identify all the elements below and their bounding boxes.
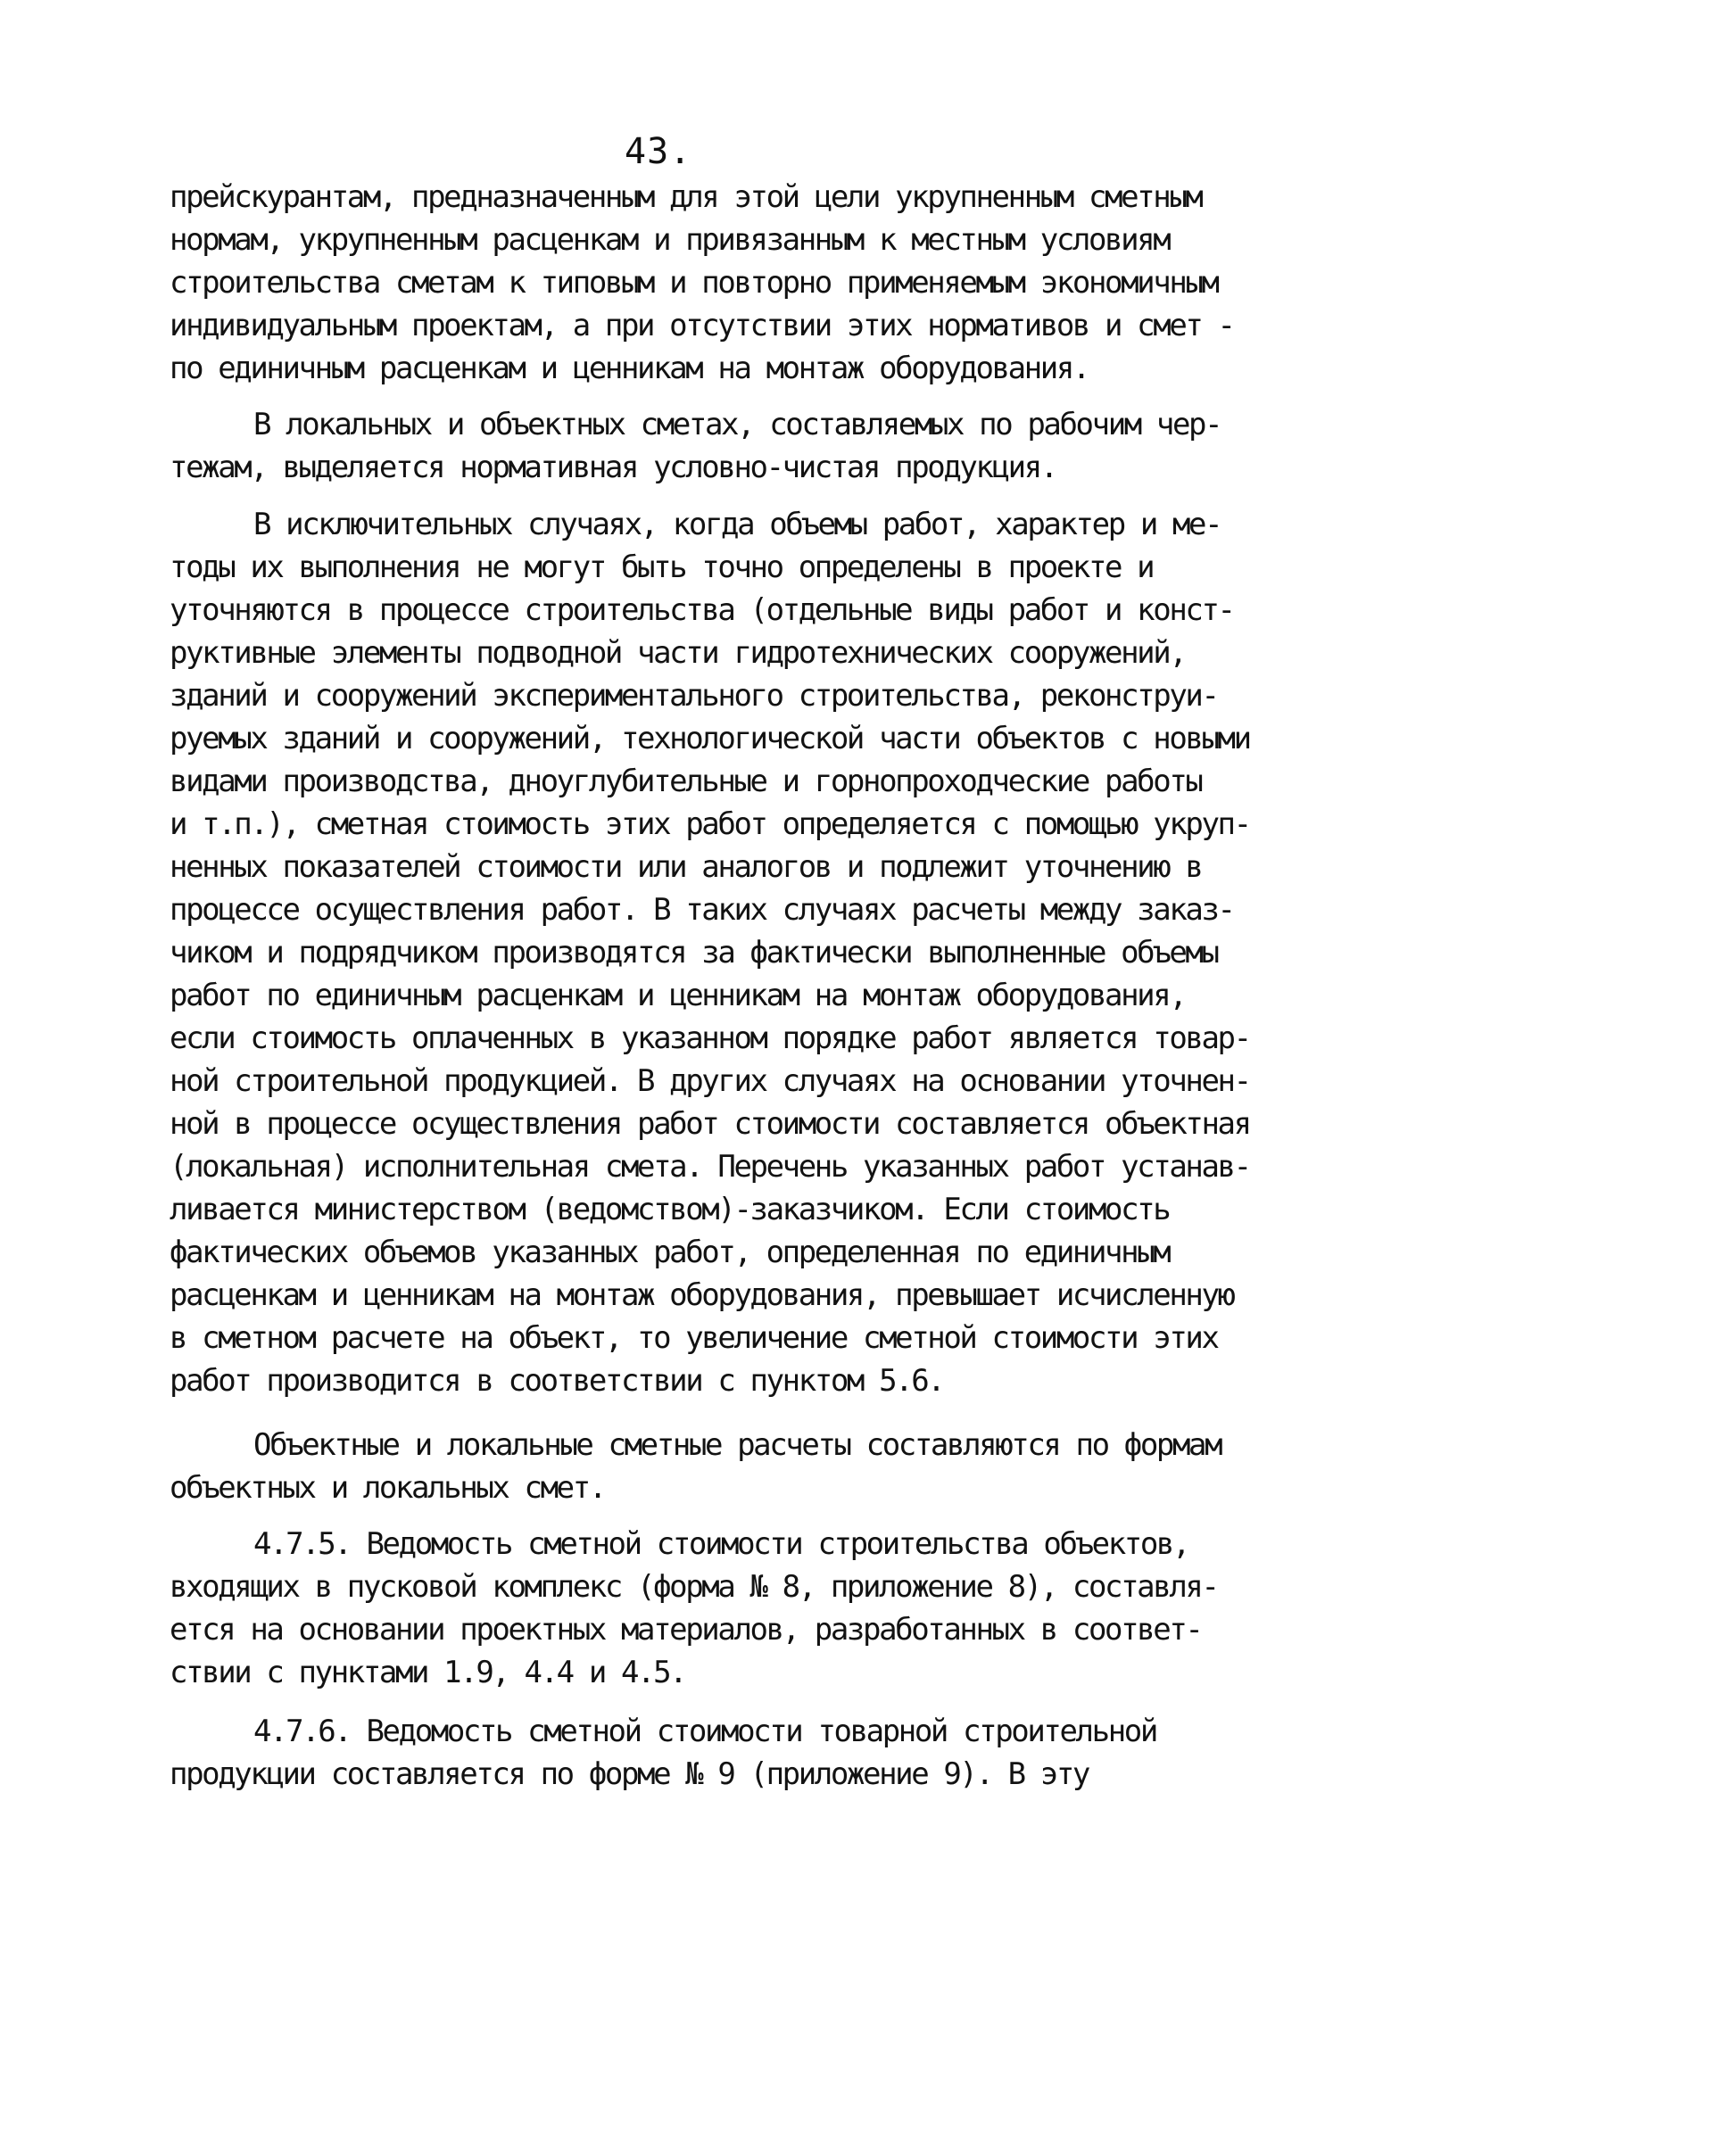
- text-line: Объектные и локальные сметные расчеты составляются по формам: [253, 1427, 1221, 1463]
- text-line: ется на основании проектных материалов, разработанных в соответ-: [170, 1612, 1202, 1648]
- text-line: ной в процессе осуществления работ стоимости составляется объектная: [170, 1106, 1250, 1142]
- text-line: ствии с пунктами 1.9, 4.4 и 4.5.: [170, 1655, 686, 1690]
- text-line: В исключительных случаях, когда объемы работ, характер и ме-: [253, 507, 1221, 542]
- page-number: 43.: [625, 131, 692, 172]
- text-line: ной строительной продукцией. В других случаях на основании уточнен-: [170, 1063, 1250, 1099]
- text-line: фактических объемов указанных работ, определенная по единичным: [170, 1235, 1170, 1270]
- paragraph-local-estimates: [170, 403, 1356, 489]
- text-line: (локальная) исполнительная смета. Перечень указанных работ устанав-: [170, 1149, 1250, 1185]
- text-line: индивидуальным проектам, а при отсутствии этих нормативов и смет -: [170, 308, 1234, 343]
- text-line: ненных показателей стоимости или аналогов и подлежит уточнению в: [170, 849, 1202, 885]
- text-line: руемых зданий и сооружений, технологической части объектов с новыми: [170, 721, 1250, 756]
- text-line: в сметном расчете на объект, то увеличение сметной стоимости этих: [170, 1320, 1218, 1356]
- paragraph-object-estimates: [170, 1424, 1356, 1509]
- paragraph-section-4-7-5: [170, 1523, 1356, 1694]
- text-line: процессе осуществления работ. В таких случаях расчеты между заказ-: [170, 892, 1234, 928]
- text-line: строительства сметам к типовым и повторно применяемым экономичным: [170, 265, 1218, 301]
- text-line: и т.п.), сметная стоимость этих работ определяется с помощью укруп-: [170, 806, 1250, 842]
- text-line: чиком и подрядчиком производятся за фактически выполненные объемы: [170, 935, 1218, 971]
- text-line: прейскурантам, предназначенным для этой цели укрупненным сметным: [170, 179, 1202, 215]
- paragraph-exceptional-cases: [170, 503, 1356, 1402]
- text-line: тежам, выделяется нормативная условно-чистая продукция.: [170, 450, 1056, 485]
- text-line: 4.7.6. Ведомость сметной стоимости товарной строительной: [253, 1714, 1156, 1749]
- text-line: если стоимость оплаченных в указанном порядке работ является товар-: [170, 1020, 1250, 1056]
- text-line: 4.7.5. Ведомость сметной стоимости строительства объектов,: [253, 1526, 1189, 1562]
- text-line: по единичным расценкам и ценникам на монтаж оборудования.: [170, 351, 1089, 386]
- text-line: продукции составляется по форме № 9 (приложение 9). В эту: [170, 1756, 1089, 1792]
- text-line: ливается министерством (ведомством)-заказчиком. Если стоимость: [170, 1192, 1170, 1227]
- text-line: уточняются в процессе строительства (отдельные виды работ и конст-: [170, 592, 1234, 628]
- text-line: тоды их выполнения не могут быть точно определены в проекте и: [170, 549, 1154, 585]
- text-line: входящих в пусковой комплекс (форма № 8, приложение 8), составля-: [170, 1569, 1218, 1605]
- text-line: работ производится в соответствии с пунктом 5.6.: [170, 1363, 944, 1399]
- text-line: видами производства, дноуглубительные и горнопроходческие работы: [170, 764, 1202, 799]
- text-line: зданий и сооружений экспериментального строительства, реконструи-: [170, 678, 1218, 714]
- paragraph-section-4-7-6: [170, 1710, 1356, 1796]
- paragraph-estimate-norms: [170, 176, 1356, 390]
- text-line: работ по единичным расценкам и ценникам на монтаж оборудования,: [170, 978, 1186, 1013]
- text-line: В локальных и объектных сметах, составляемых по рабочим чер-: [253, 407, 1221, 442]
- text-line: расценкам и ценникам на монтаж оборудования, превышает исчисленную: [170, 1277, 1234, 1313]
- text-line: нормам, укрупненным расценкам и привязанным к местным условиям: [170, 222, 1170, 258]
- text-line: объектных и локальных смет.: [170, 1470, 605, 1506]
- text-line: руктивные элементы подводной части гидротехнических сооружений,: [170, 635, 1186, 671]
